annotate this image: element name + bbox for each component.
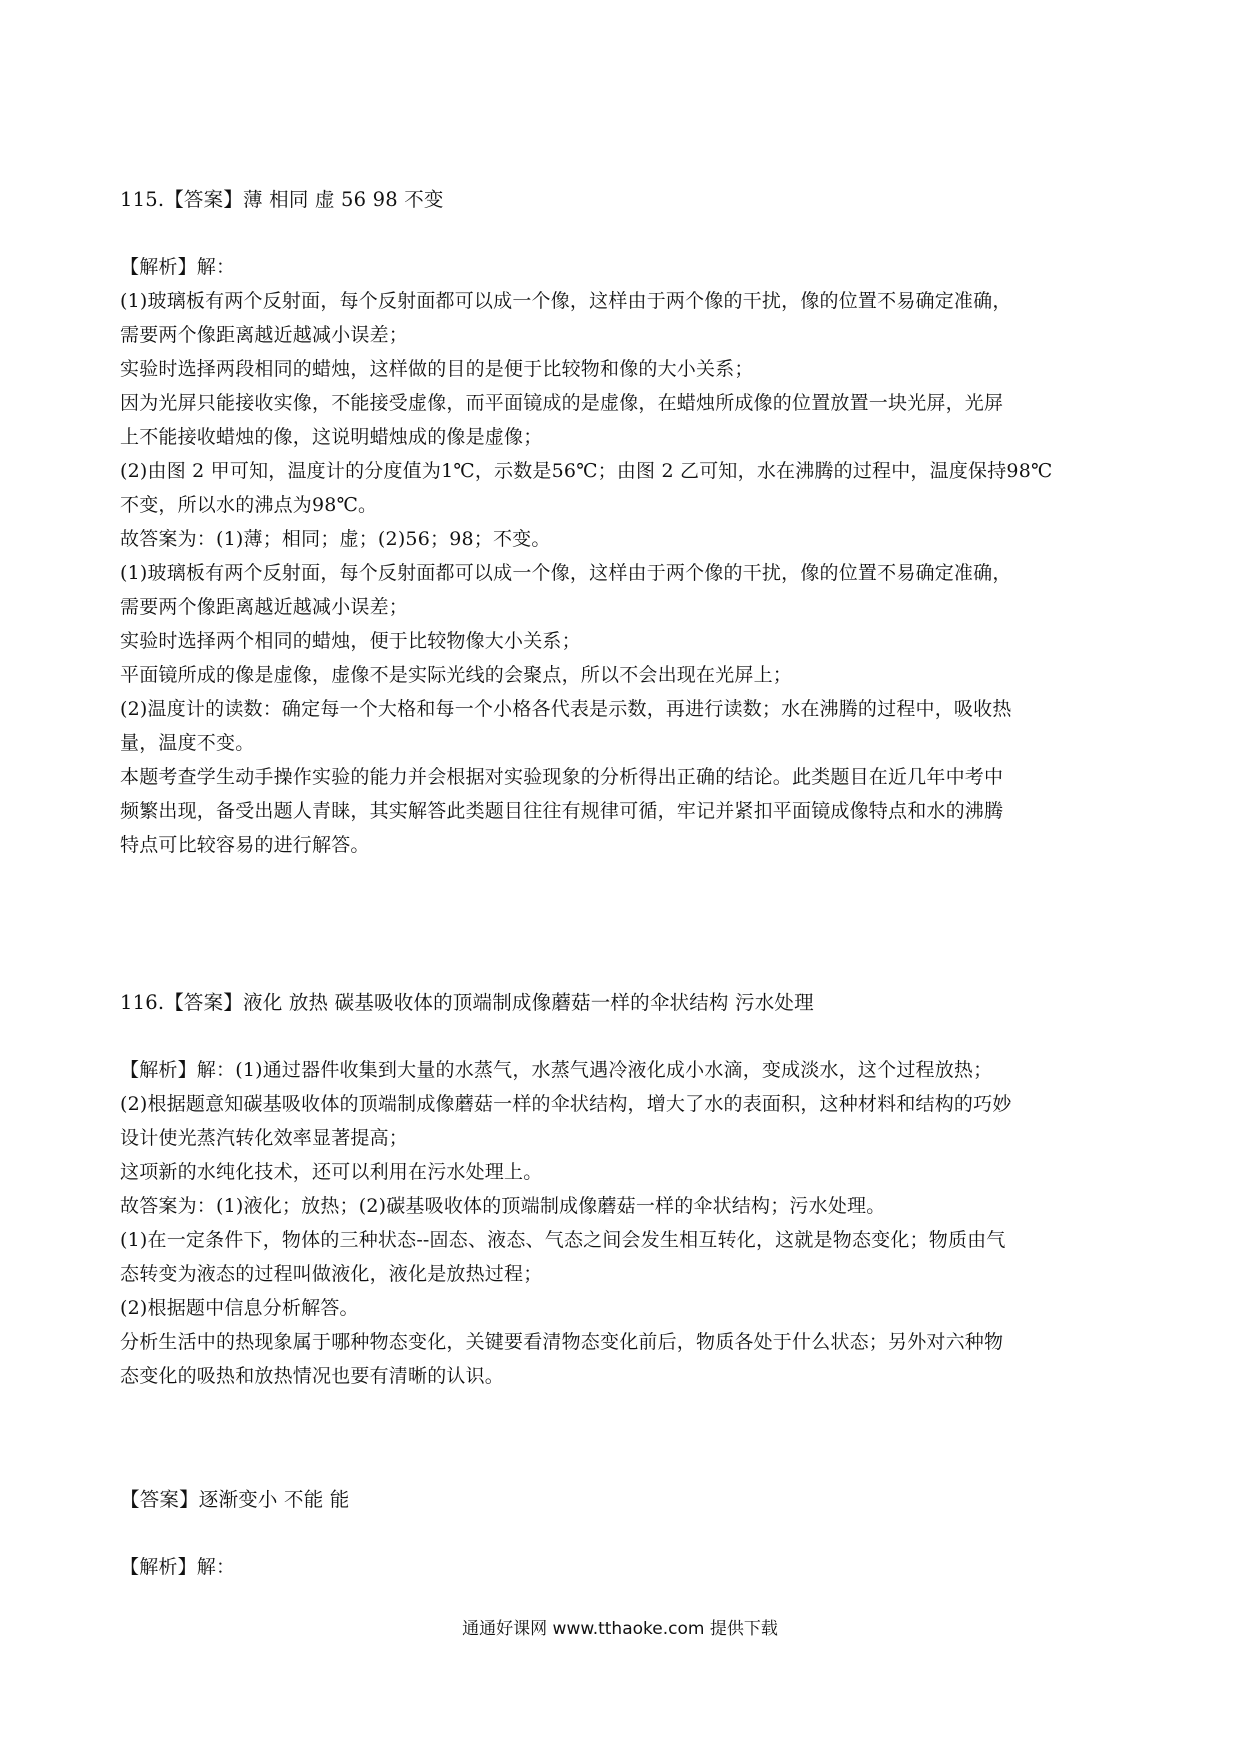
q117-analysis-title: 【解析】解： (120, 1556, 236, 1578)
q115-line: 因为光屏只能接收实像，不能接受虚像，而平面镜成的是虚像，在蜡烛所成像的位置放置一块光屏，光屏 (120, 392, 1004, 414)
q116-answer: 116.【答案】液化 放热 碳基吸收体的顶端制成像蘑菇一样的伞状结构 污水处理 (120, 991, 814, 1014)
q116-line: (2)根据题意知碳基吸收体的顶端制成像蘑菇一样的伞状结构，增大了水的表面积，这种材料和结构的巧妙 (120, 1093, 1012, 1115)
q115-line: 需要两个像距离越近越减小误差； (120, 596, 409, 618)
q116-line: 这项新的水纯化技术，还可以利用在污水处理上。 (120, 1161, 543, 1183)
page-footer: 通通好课网 www.tthaoke.com 提供下载 (462, 1619, 778, 1639)
q116-line: 态变化的吸热和放热情况也要有清晰的认识。 (120, 1365, 505, 1387)
q115-line: 故答案为：(1)薄；相同；虚；(2)56；98；不变。 (120, 528, 551, 550)
q115-analysis-title: 【解析】解： (120, 256, 236, 278)
q115-line: 本题考查学生动手操作实验的能力并会根据对实验现象的分析得出正确的结论。此类题目在近几年中考中 (120, 766, 1004, 788)
q116-line: 态转变为液态的过程叫做液化，液化是放热过程； (120, 1263, 543, 1285)
q115-line: (1)玻璃板有两个反射面，每个反射面都可以成一个像，这样由于两个像的干扰，像的位置不易确定准确， (120, 562, 1012, 584)
q115-line: (1)玻璃板有两个反射面，每个反射面都可以成一个像，这样由于两个像的干扰，像的位置不易确定准确， (120, 290, 1012, 312)
q116-line: 设计使光蒸汽转化效率显著提高； (120, 1127, 409, 1149)
q115-line: 不变，所以水的沸点为98℃。 (120, 494, 378, 516)
q116-line: (2)根据题中信息分析解答。 (120, 1297, 359, 1319)
q115-line: 特点可比较容易的进行解答。 (120, 834, 370, 856)
q115-line: 实验时选择两段相同的蜡烛，这样做的目的是便于比较物和像的大小关系； (120, 358, 754, 380)
q115-line: 量，温度不变。 (120, 732, 255, 754)
q115-line: 平面镜所成的像是虚像，虚像不是实际光线的会聚点，所以不会出现在光屏上； (120, 664, 793, 686)
q115-answer: 115.【答案】薄 相同 虚 56 98 不变 (120, 188, 444, 211)
q115-line: 需要两个像距离越近越减小误差； (120, 324, 409, 346)
q115-line: 频繁出现，备受出题人青睐，其实解答此类题目往往有规律可循，牢记并紧扣平面镜成像特点和水的沸腾 (120, 800, 1004, 822)
q115-line: 实验时选择两个相同的蜡烛，便于比较物像大小关系； (120, 630, 581, 652)
q116-line: 分析生活中的热现象属于哪种物态变化，关键要看清物态变化前后，物质各处于什么状态；另外对六种物 (120, 1331, 1004, 1353)
q115-line: (2)由图 2 甲可知，温度计的分度值为1℃，示数是56℃；由图 2 乙可知，水在沸腾的过程中，温度保持98℃ (120, 460, 1053, 482)
q115-line: (2)温度计的读数：确定每一个大格和每一个小格各代表是示数，再进行读数；水在沸腾的过程中，吸收热 (120, 698, 1012, 720)
q116-line: (1)在一定条件下，物体的三种状态--固态、液态、气态之间会发生相互转化，这就是物态变化；物质由气 (120, 1229, 1006, 1251)
q115-line: 上不能接收蜡烛的像，这说明蜡烛成的像是虚像； (120, 426, 543, 448)
q116-line: 【解析】解：(1)通过器件收集到大量的水蒸气，水蒸气遇冷液化成小水滴，变成淡水，这个过程放热； (120, 1059, 993, 1081)
q117-answer: 【答案】逐渐变小 不能 能 (120, 1488, 350, 1511)
q116-line: 故答案为：(1)液化；放热；(2)碳基吸收体的顶端制成像蘑菇一样的伞状结构；污水处理。 (120, 1195, 886, 1217)
